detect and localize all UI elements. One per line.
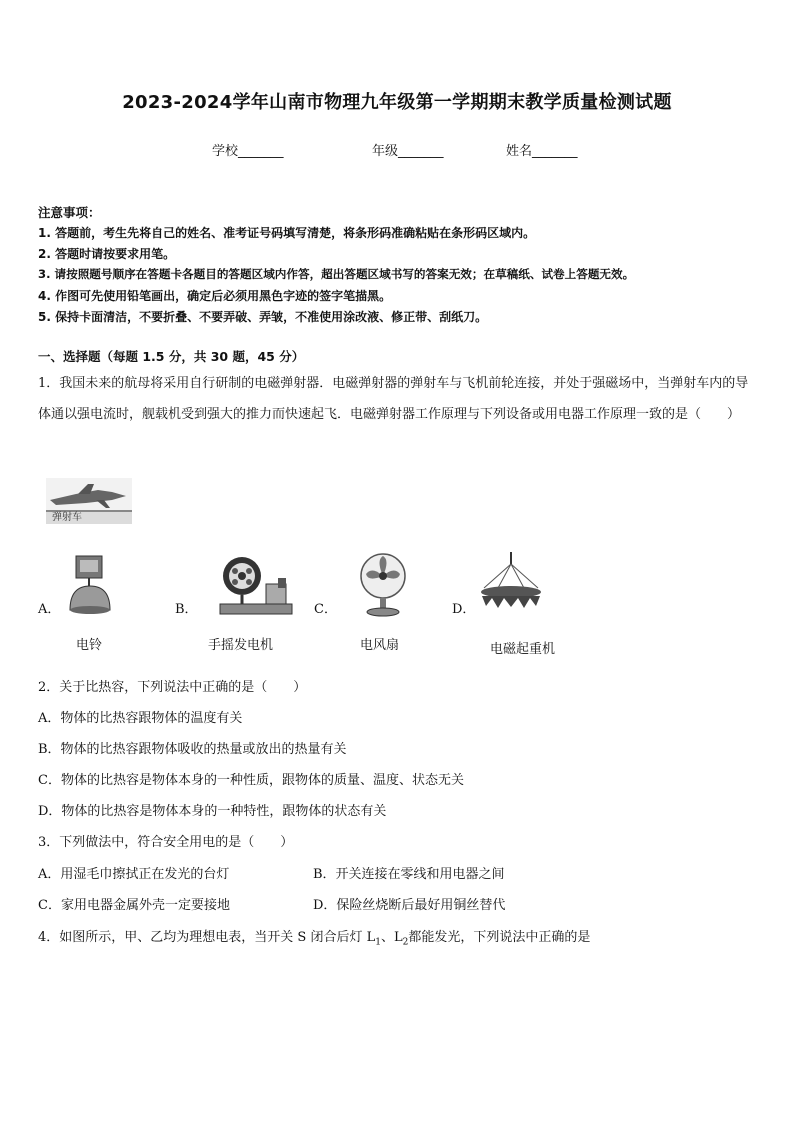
- q1-stem: 1．我国未来的航母将采用自行研制的电磁弹射器．电磁弹射器的弹射车与飞机前轮连接，并处于强磁场中，当弹射车内的导体通以强电流时，舰载机受到强大的推力而快速起飞．电磁弹射器工作原理与下列设备或用电器工作原理一致的是（ ）: [38, 376, 749, 422]
- electric-bell-icon: [64, 554, 116, 618]
- q4-subscript-1: 1: [375, 937, 381, 948]
- option-b-letter: B．: [175, 602, 198, 617]
- q2-option-a: A．物体的比热容跟物体的温度有关: [38, 711, 243, 726]
- q3-stem: 3．下列做法中，符合安全用电的是（ ）: [38, 835, 294, 850]
- option-c-letter: C．: [314, 602, 337, 617]
- notice-item: 5. 保持卡面清洁，不要折叠、不要弄破、弄皱，不准使用涂改液、修正带、刮纸刀。: [38, 310, 488, 324]
- q4-stem-post: 都能发光，下列说法中正确的是: [408, 930, 591, 945]
- catapult-label: 弹射车: [52, 512, 82, 523]
- notice-heading: 注意事项：: [38, 205, 101, 220]
- option-a-letter: A．: [38, 602, 61, 617]
- notice-item: 4. 作图可先使用铅笔画出，确定后必须用黑色字迹的签字笔描黑。: [38, 289, 392, 303]
- q4-stem-pre: 4．如图所示，甲、乙均为理想电表，当开关 S 闭合后灯 L: [38, 930, 376, 945]
- q4-stem: [38, 926, 590, 948]
- notice-item: 3. 请按照题号顺序在答题卡各题目的答题区域内作答，超出答题区域书写的答案无效；在草稿纸、试卷上答题无效。: [38, 267, 635, 281]
- q3-option-a: A．用湿毛巾擦拭正在发光的台灯: [38, 867, 230, 882]
- q2-option-b: B．物体的比热容跟物体吸收的热量或放出的热量有关: [38, 742, 347, 757]
- option-a-caption: 电铃: [76, 638, 103, 653]
- school-field: 学校_______: [212, 144, 284, 159]
- option-b-caption: 手摇发电机: [208, 638, 274, 653]
- electromagnetic-crane-icon: [478, 552, 544, 612]
- grade-field: 年级_______: [372, 144, 444, 159]
- option-c-caption: 电风扇: [360, 638, 400, 653]
- q2-stem: 2．关于比热容，下列说法中正确的是（ ）: [38, 680, 307, 695]
- q3-option-d: D．保险丝烧断后最好用铜丝替代: [313, 898, 506, 913]
- q2-option-c: C．物体的比热容是物体本身的一种性质，跟物体的质量、温度、状态无关: [38, 773, 464, 788]
- notice-item: 2. 答题时请按要求用笔。: [38, 247, 176, 261]
- q3-option-c: C．家用电器金属外壳一定要接地: [38, 898, 230, 913]
- electric-fan-icon: [356, 552, 410, 618]
- option-d-caption: 电磁起重机: [490, 642, 556, 657]
- hand-crank-generator-icon: [218, 554, 294, 616]
- name-field: 姓名_______: [506, 144, 578, 159]
- q2-option-d: D．物体的比热容是物体本身的一种特性，跟物体的状态有关: [38, 804, 387, 819]
- q4-subscript-2: 2: [402, 937, 409, 948]
- q3-option-b: B．开关连接在零线和用电器之间: [313, 867, 505, 882]
- notice-item: 1. 答题前，考生先将自己的姓名、准考证号码填写清楚，将条形码准确粘贴在条形码区域内。: [38, 226, 536, 240]
- page-title: 2023-2024学年山南市物理九年级第一学期期末教学质量检测试题: [122, 92, 672, 113]
- section-heading: 一、选择题（每题 1.5 分，共 30 题，45 分）: [38, 349, 305, 364]
- option-d-letter: D．: [452, 602, 476, 617]
- q4-stem-mid: 、L: [380, 930, 403, 945]
